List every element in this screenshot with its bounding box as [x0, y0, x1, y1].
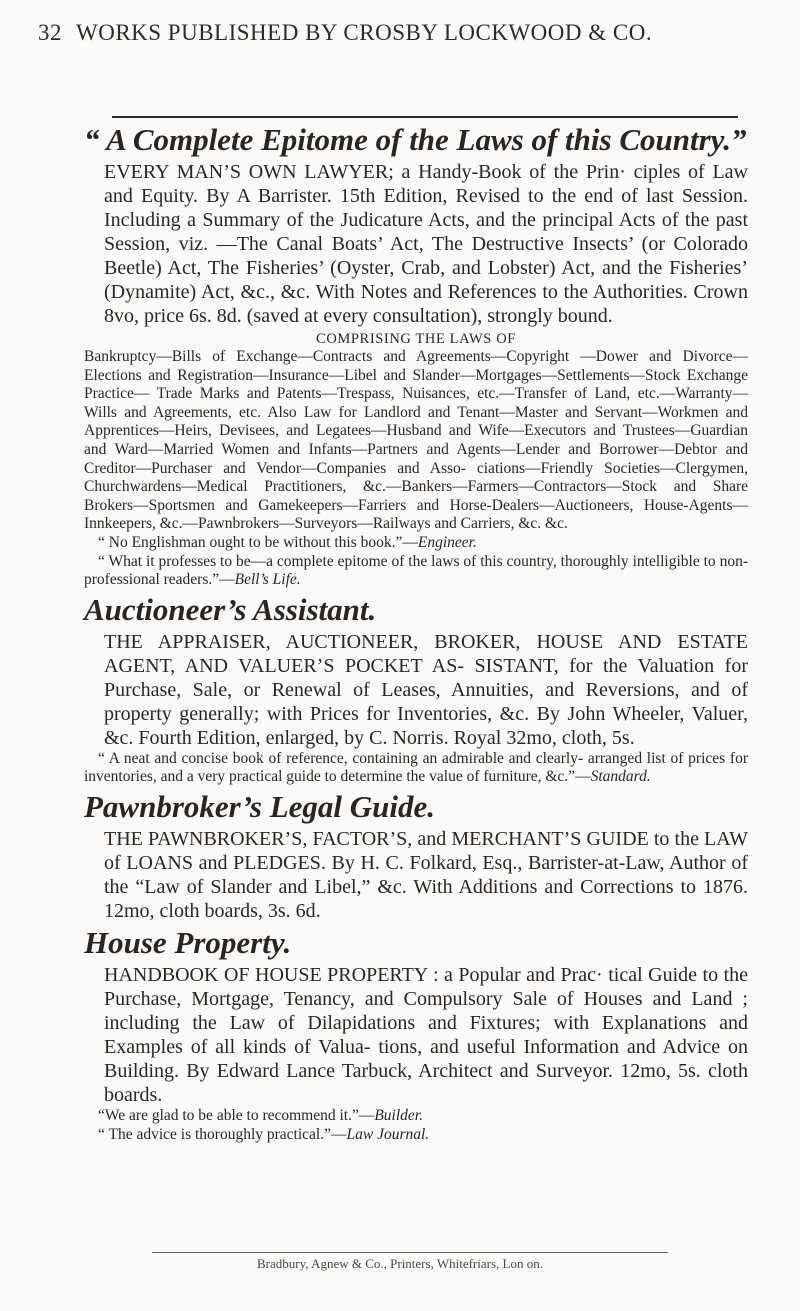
review-quote: “ What it professes to be—a complete epitome of the laws of this country, thoroughly intelligible to non-professional readers.”—Bell’s Life. — [84, 552, 748, 589]
quote-source: Standard. — [590, 768, 651, 786]
entry-title: Pawnbroker’s Legal Guide. — [84, 788, 436, 824]
entry-title: “ A Complete Epitome of the Laws of this Country.” — [84, 122, 747, 157]
printer-imprint: Bradbury, Agnew & Co., Printers, Whitefriars, Lon on. — [257, 1256, 543, 1271]
quote-source: Engineer. — [417, 533, 477, 551]
contents-list: Bankruptcy—Bills of Exchange—Contracts and Agreements—Copyright —Dower and Divorce—Elections and Registration—Insurance—Libel and Slander—Mortgages—Settlements—Stock Exchange Practice— Trade Marks and Patents—Trespass, Nuisances, etc.—Transfer of Land, etc.—Warranty—Wills and Agreements, etc. Also Law for Landlord and Tenant—Master and Servant—Workmen and Apprentices—Heirs, Devisees, and Legatees—Husband and Wife—Executors and Trustees—Guardian and Ward—Married Women and Infants—Partners and Agents—Lender and Borrower—Debtor and Creditor—Purchaser and Vendor—Companies and Asso- ciations—Friendly Societies—Clergymen, Churchwardens—Medical Practitioners, &c.—Bankers—Farmers—Contractors—Stock and Share Brokers—Sportsmen and Gamekeepers—Farriers and Horse-Dealers—Auctioneers, House-Agents— Innkeepers, &c.—Pawnbrokers—Surveyors—Railways and Carriers, &c. &c. — [84, 348, 748, 533]
quote-source: Builder. — [374, 1106, 423, 1124]
footer-rule — [152, 1252, 668, 1253]
entry-description: EVERY MAN’S OWN LAWYER; a Handy-Book of the Prin· ciples of Law and Equity. By A Barrister. 15th Edition, Revised to the end of last Session. Including a Summary of the Judicature Acts, and the principal Acts of the past Session, viz. —The Canal Boats’ Act, The Destructive Insects’ (or Colorado Beetle) Act, The Fisheries’ (Oyster, Crab, and Lobster) Act, and the Fisheries’ (Dynamite) Act, &c., &c. With Notes and References to the Authorities. Crown 8vo, price 6s. 8d. (saved at every consultation), strongly bound. — [104, 161, 748, 327]
entry-house-property — [84, 925, 748, 1144]
quote-source: Law Journal. — [346, 1125, 430, 1143]
entry-auctioneers-assistant — [84, 592, 748, 787]
entry-pawnbrokers-legal-guide — [84, 789, 748, 923]
entry-description: THE APPRAISER, AUCTIONEER, BROKER, HOUSE AND ESTATE AGENT, AND VALUER’S POCKET AS- SISTANT, for the Valuation for Purchase, Sale, or Renewal of Leases, Annuities, and Reversions, and of property generally; with Prices for Inventories, &c. By John Wheeler, Valuer, &c. Fourth Edition, enlarged, by C. Norris. Royal 32mo, cloth, 5s. — [104, 630, 748, 749]
running-title: WORKS PUBLISHED BY CROSBY LOCKWOOD & CO. — [76, 20, 653, 45]
entry-title: House Property. — [84, 924, 292, 960]
header-rule — [112, 116, 738, 118]
page-content — [84, 122, 748, 1144]
review-quote: “ The advice is thoroughly practical.”—Law Journal. — [98, 1125, 430, 1143]
review-quote: “We are glad to be able to recommend it.”—Builder. — [98, 1106, 423, 1124]
entry-every-mans-own-lawyer — [84, 122, 748, 590]
review-quote: “ No Englishman ought to be without this book.”—Engineer. — [98, 533, 477, 551]
entry-description: THE PAWNBROKER’S, FACTOR’S, and MERCHANT’S GUIDE to the LAW of LOANS and PLEDGES. By H. C. Folkard, Esq., Barrister-at-Law, Author of the “Law of Slander and Libel,” &c. With Additions and Corrections to 1876. 12mo, cloth boards, 3s. 6d. — [104, 827, 748, 922]
quote-source: Bell’s Life. — [234, 571, 301, 589]
entry-title: Auctioneer’s Assistant. — [84, 591, 377, 627]
review-quote: “ A neat and concise book of reference, containing an admirable and clearly- arranged list of prices for inventories, and a very practical guide to determine the value of furniture, &c.”—Standard. — [84, 749, 748, 786]
running-head — [38, 20, 738, 60]
comprising-heading: COMPRISING THE LAWS OF — [316, 331, 516, 347]
page-number: 32 — [38, 20, 62, 45]
entry-description: HANDBOOK OF HOUSE PROPERTY : a Popular and Prac· tical Guide to the Purchase, Mortgage, Tenancy, and Compulsory Sale of Houses and Land ; including the Law of Dilapidations and Fixtures; with Explanations and Examples of all kinds of Valua- tions, and useful Information and Advice on Building. By Edward Lance Tarbuck, Architect and Surveyor. 12mo, 5s. cloth boards. — [104, 963, 748, 1106]
